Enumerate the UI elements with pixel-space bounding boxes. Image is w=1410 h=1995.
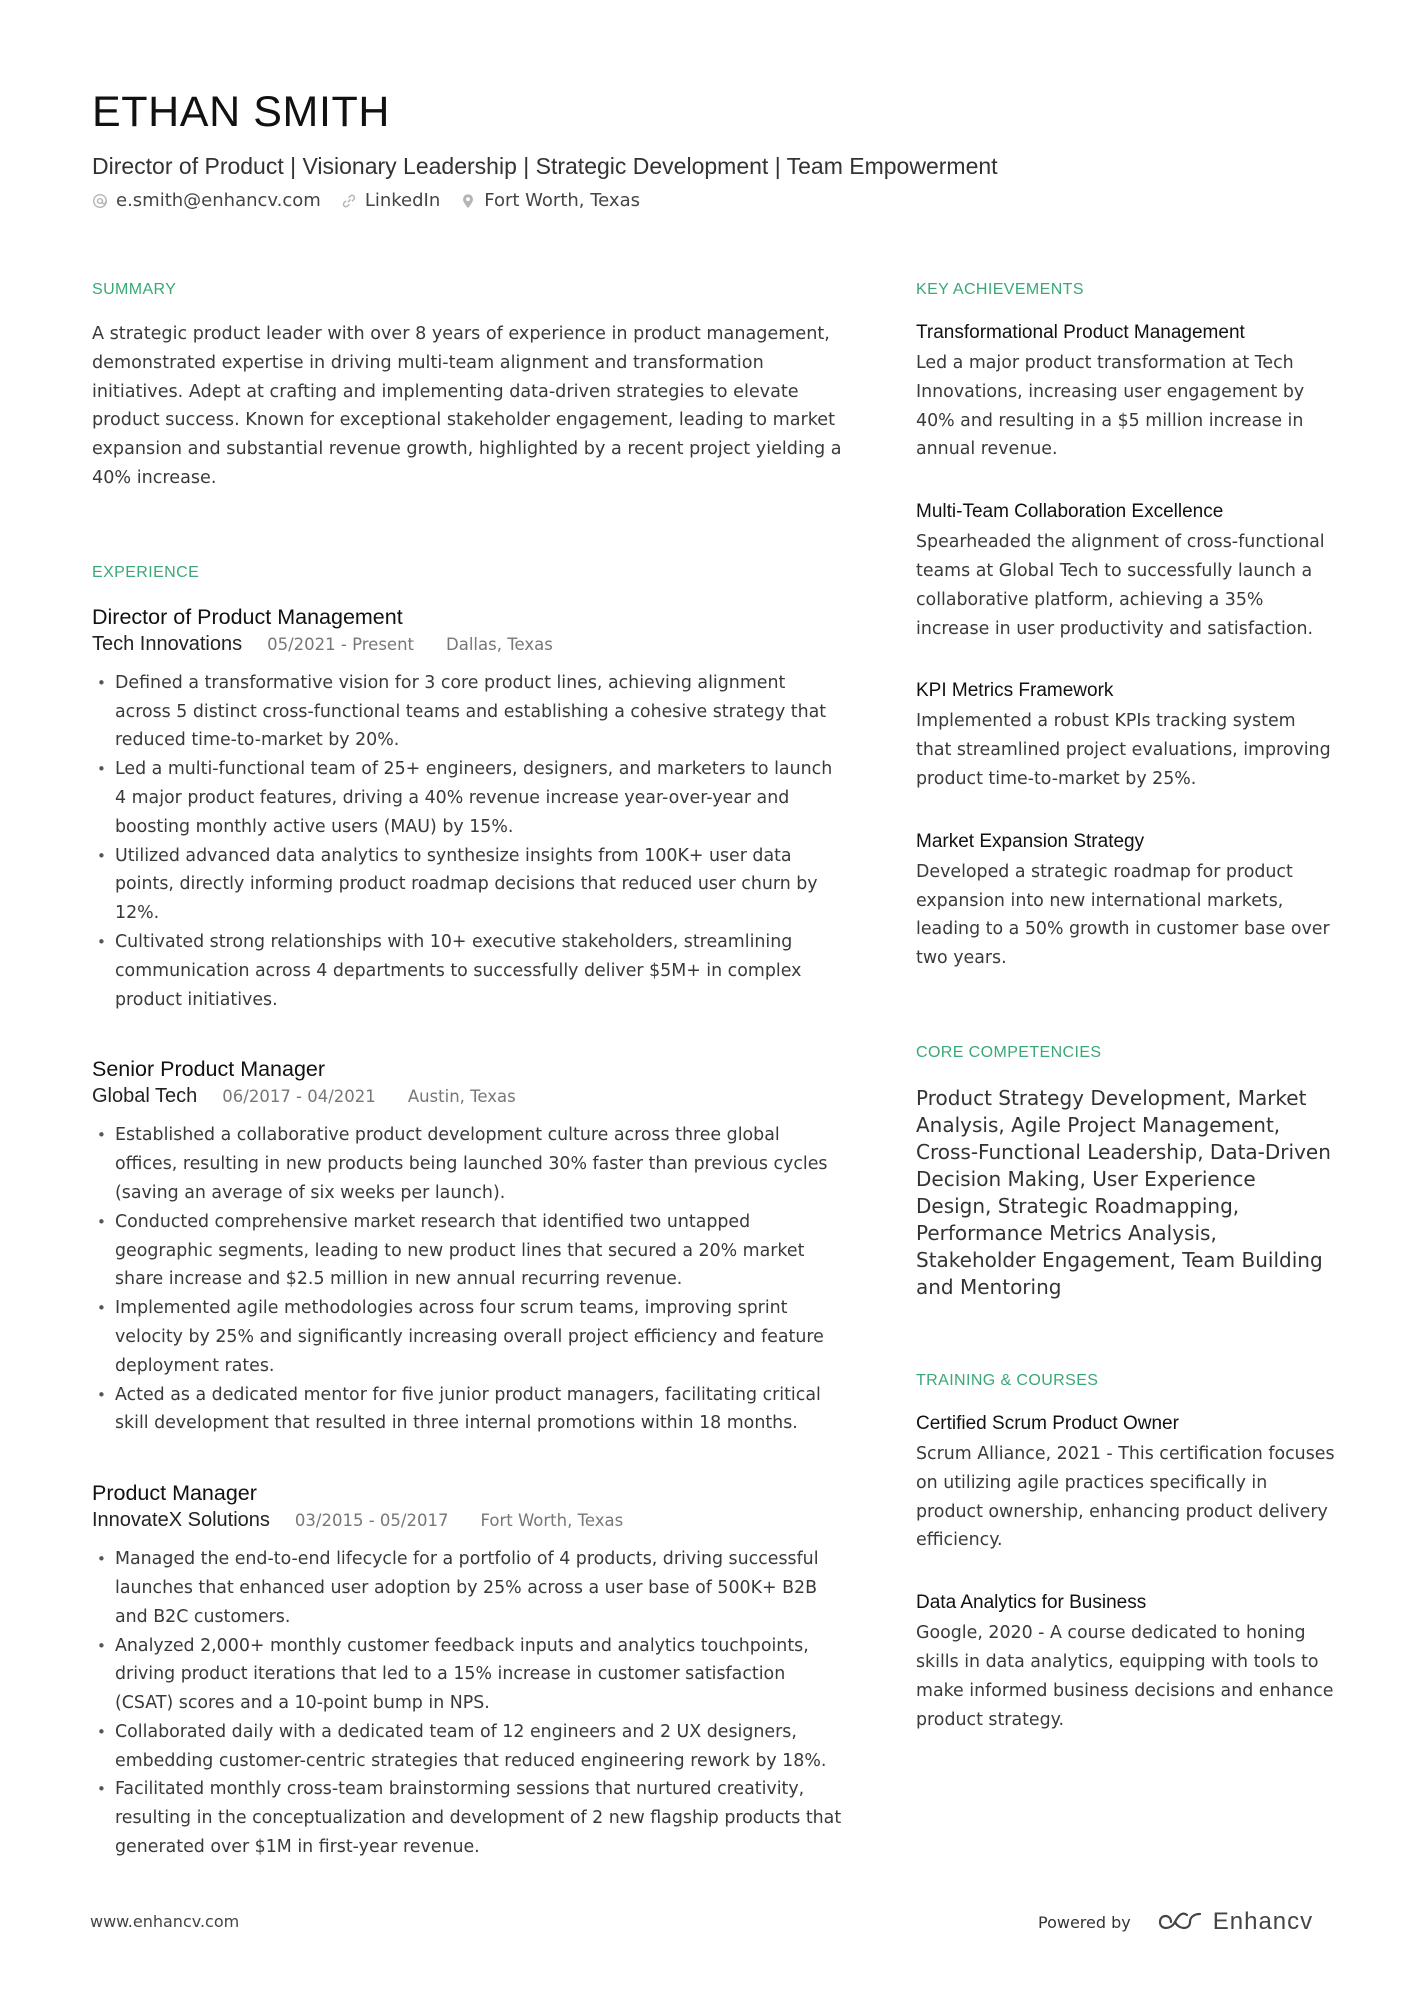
right-column	[916, 280, 1336, 1734]
company-name: InnovateX Solutions	[92, 1509, 270, 1532]
achievement-item	[916, 678, 1336, 793]
job-bullet: • Cultivated strong relationships with 10+ executive stakeholders, streamlining communication across 4 departments to successfully deliver $5M+ in complex product initiatives.	[92, 928, 844, 1014]
job-dates: 03/2015 - 05/2017	[294, 1511, 449, 1531]
linkedin-text: LinkedIn	[364, 190, 441, 211]
job-bullet: • Implemented agile methodologies across four scrum teams, improving sprint velocity by 25% and significantly increasing overall project efficiency and feature deployment rates.	[92, 1294, 844, 1380]
job-entry	[92, 604, 844, 1015]
job-location: Fort Worth, Texas	[480, 1511, 624, 1531]
training-description: Scrum Alliance, 2021 - This certification focuses on utilizing agile practices specifically in product ownership, enhancing product delivery efficiency.	[916, 1443, 1335, 1551]
job-title: Product Manager	[92, 1481, 257, 1506]
enhancv-logo-icon	[1157, 1909, 1203, 1935]
competencies-heading: CORE COMPETENCIES	[916, 1043, 1102, 1061]
achievement-title: KPI Metrics Framework	[916, 680, 1114, 702]
resume-header	[92, 86, 1332, 211]
competencies-section	[916, 1043, 1336, 1301]
job-bullet: • Established a collaborative product development culture across three global offices, resulting in new products being launched 30% faster than previous cycles (saving an average of six weeks per launch).	[92, 1121, 844, 1207]
job-dates: 05/2021 - Present	[267, 634, 415, 654]
job-title: Senior Product Manager	[92, 1057, 326, 1082]
job-bullet: • Defined a transformative vision for 3 core product lines, achieving alignment across 5 distinct cross-functional teams and establishing a cohesive strategy that reduced time-to-market by 20%.	[92, 669, 844, 755]
footer-website-link[interactable]: www.enhancv.com	[90, 1912, 240, 1931]
job-meta	[92, 632, 844, 657]
job-bullet: • Analyzed 2,000+ monthly customer feedback inputs and analytics touchpoints, driving product iterations that led to a 15% increase in customer satisfaction (CSAT) scores and a 10-point bump in NPS.	[92, 1632, 844, 1718]
at-icon	[92, 193, 108, 209]
training-title: Certified Scrum Product Owner	[916, 1412, 1179, 1434]
job-bullet: • Facilitated monthly cross-team brainstorming sessions that nurtured creativity, resulting in the conceptualization and development of 2 new flagship products that generated over $1M in first-year revenue.	[92, 1775, 844, 1861]
email-contact[interactable]	[92, 190, 321, 211]
job-meta	[92, 1508, 844, 1533]
job-title: Director of Product Management	[92, 604, 403, 629]
candidate-headline: Director of Product | Visionary Leadership | Strategic Development | Team Empowerment	[92, 153, 998, 179]
achievement-item	[916, 320, 1336, 464]
job-bullets	[92, 1545, 844, 1862]
location-pin-icon	[460, 193, 476, 209]
summary-heading: SUMMARY	[92, 281, 177, 298]
powered-by-label: Powered by	[1038, 1912, 1131, 1932]
company-name: Global Tech	[92, 1085, 198, 1108]
achievement-item	[916, 829, 1336, 973]
summary-text: A strategic product leader with over 8 years of experience in product management, demonstrated expertise in driving multi-team alignment and transformation initiatives. Adept at crafting and implementing data-driven strategies to elevate product success. Known for exceptional stakeholder engagement, leading to market expansion and substantial revenue growth, highlighted by a recent project yielding a 40% increase.	[92, 324, 842, 488]
training-item	[916, 1590, 1336, 1734]
achievement-item	[916, 499, 1336, 643]
linkedin-contact[interactable]	[341, 190, 440, 211]
email-text: e.smith@enhancv.com	[116, 190, 321, 211]
enhancv-brand-name: Enhancv	[1212, 1908, 1314, 1935]
achievement-description: Led a major product transformation at Tech Innovations, increasing user engagement by 40% and resulting in a $5 million increase in annual revenue.	[916, 353, 1305, 460]
training-description: Google, 2020 - A course dedicated to honing skills in data analytics, equipping with tools to make informed business decisions and enhance product strategy.	[916, 1623, 1334, 1730]
job-meta	[92, 1084, 844, 1109]
job-bullet: • Acted as a dedicated mentor for five junior product managers, facilitating critical skill development that resulted in three internal promotions within 18 months.	[92, 1381, 844, 1439]
achievements-heading: KEY ACHIEVEMENTS	[916, 281, 1084, 298]
job-bullet: • Conducted comprehensive market research that identified two untapped geographic segments, leading to new product lines that secured a 20% market share increase and $2.5 million in new annual recurring revenue.	[92, 1208, 844, 1294]
job-bullet: • Led a multi-functional team of 25+ engineers, designers, and marketers to launch 4 major product features, driving a 40% revenue increase year-over-year and boosting monthly active users (MAU) by 15%.	[92, 755, 844, 841]
link-icon	[341, 193, 357, 209]
achievement-description: Developed a strategic roadmap for product expansion into new international markets, leading to a 50% growth in customer base over two years.	[916, 861, 1330, 969]
job-location: Austin, Texas	[407, 1087, 516, 1107]
left-column	[92, 280, 844, 1862]
experience-heading: EXPERIENCE	[92, 563, 200, 581]
summary-section	[92, 280, 844, 493]
training-item	[916, 1411, 1336, 1555]
job-bullets	[92, 669, 844, 1015]
job-bullet: • Managed the end-to-end lifecycle for a portfolio of 4 products, driving successful launches that enhanced user adoption by 25% across a user base of 500K+ B2B and B2C customers.	[92, 1545, 844, 1631]
job-bullets	[92, 1121, 844, 1438]
powered-by-badge[interactable]	[1038, 1908, 1313, 1936]
job-entry	[92, 1056, 844, 1438]
training-title: Data Analytics for Business	[916, 1592, 1147, 1614]
job-location: Dallas, Texas	[446, 634, 553, 654]
training-section	[916, 1371, 1336, 1734]
company-name: Tech Innovations	[92, 632, 243, 655]
location-text: Fort Worth, Texas	[484, 190, 640, 211]
achievement-description: Implemented a robust KPIs tracking system that streamlined project evaluations, improving product time-to-market by 25%.	[916, 711, 1331, 789]
achievements-section	[916, 280, 1336, 973]
job-bullet: • Collaborated daily with a dedicated team of 12 engineers and 2 UX designers, embedding customer-centric strategies that reduced engineering rework by 18%.	[92, 1718, 844, 1776]
contact-info	[92, 190, 1332, 211]
achievement-title: Market Expansion Strategy	[916, 830, 1145, 852]
location-contact	[460, 190, 640, 211]
job-entry	[92, 1480, 844, 1862]
competencies-text: Product Strategy Development, Market Analysis, Agile Project Management, Cross-Functional Leadership, Data-Driven Decision Making, User Experience Design, Strategic Roadmapping, Performance Metrics Analysis, Stakeholder Engagement, Team Building and Mentoring	[916, 1085, 1331, 1299]
achievement-title: Multi-Team Collaboration Excellence	[916, 501, 1224, 523]
training-heading: TRAINING & COURSES	[916, 1371, 1099, 1389]
achievement-description: Spearheaded the alignment of cross-functional teams at Global Tech to successfully launch a collaborative platform, achieving a 35% increase in user productivity and satisfaction.	[916, 532, 1325, 639]
candidate-name: ETHAN SMITH	[92, 88, 391, 136]
job-dates: 06/2017 - 04/2021	[222, 1087, 376, 1107]
achievement-title: Transformational Product Management	[916, 322, 1245, 343]
experience-section	[92, 563, 844, 1862]
job-bullet: • Utilized advanced data analytics to synthesize insights from 100K+ user data points, directly informing product roadmap decisions that reduced user churn by 12%.	[92, 842, 844, 928]
